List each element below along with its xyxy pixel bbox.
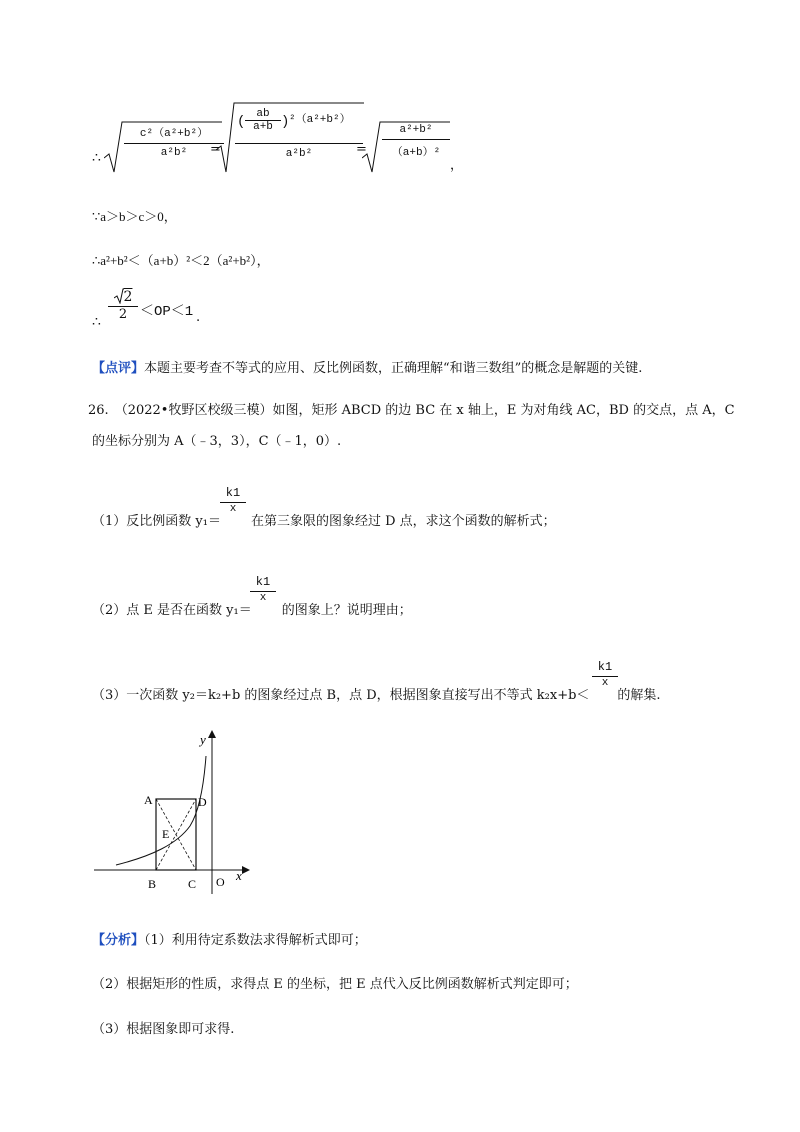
k1-over-x-fraction-1 (220, 486, 246, 515)
question-1 (92, 510, 556, 529)
k1-over-x-fraction-2 (250, 575, 276, 604)
fraction-2-den: x (259, 592, 267, 604)
radical-1-denominator: a²b² (160, 147, 188, 159)
question-3-b: 的解集. (617, 688, 661, 703)
fraction-3-num: k1 (592, 660, 618, 677)
fraction-1-num: k1 (220, 486, 246, 503)
equals-2: = (356, 142, 367, 157)
review-paragraph (92, 357, 642, 376)
op-range-rest: ＜OP＜1 (140, 304, 194, 320)
fraction-1-den: x (229, 503, 237, 515)
condition-line: ∵a＞b＞c＞0， (92, 209, 177, 224)
fraction-2-num: k1 (250, 575, 276, 592)
label-A: A (144, 793, 153, 807)
fraction-3-den: x (601, 677, 609, 689)
y-axis-arrow (208, 730, 216, 738)
label-y: y (200, 732, 206, 747)
sqrt2-numerator: 2 (108, 288, 138, 307)
radical-2-rest: ²（a²+b²） (289, 114, 351, 126)
inequality-line: ∴a²+b²＜（a+b）²＜2（a²+b²）， (92, 253, 270, 268)
problem-stem-line-2: 的坐标分别为 A（﹣3，3），C（﹣1，0）. (92, 434, 342, 449)
inner-fraction-den: a+b (253, 121, 273, 133)
analysis-paragraph-3: （3）根据图象即可求得. (92, 1022, 235, 1037)
k1-over-x-fraction-3 (592, 660, 618, 689)
geometry-figure (92, 728, 272, 898)
inner-fraction-num: ab (245, 108, 281, 121)
label-C: C (188, 877, 197, 891)
question-2-b: 的图象上？说明理由； (281, 603, 412, 618)
problem-stem-line-1 (88, 399, 735, 418)
label-O: O (216, 875, 225, 889)
therefore-symbol-2: ∴ (92, 314, 101, 330)
sqrt2-denominator: 2 (118, 307, 128, 322)
problem-source: （2022•牧野区校级三模） (114, 403, 273, 418)
comma-end: ， (450, 158, 464, 173)
op-range-line (92, 286, 292, 334)
radical-2-denominator: a²b² (285, 148, 313, 160)
analysis-tag: 【分析】 (92, 933, 145, 948)
radical-equation (92, 100, 492, 180)
label-B: B (148, 877, 157, 891)
inner-fraction (245, 108, 281, 133)
analysis-p1: （1）利用待定系数法求得解析式即可； (144, 933, 367, 948)
analysis-paragraph-2: （2）根据矩形的性质，求得点 E 的坐标，把 E 点代入反比例函数解析式判定即可； (92, 977, 578, 992)
hyperbola-curve (116, 756, 206, 865)
question-1-b: 在第三象限的图象经过 D 点，求这个函数的解析式； (250, 514, 556, 529)
radical-3-denominator: （a+b）² (391, 147, 441, 159)
radical-1-numerator: c²（a²+b²） (124, 124, 224, 144)
radical-3-fraction (382, 124, 450, 159)
sqrt-sign (114, 288, 124, 304)
label-E: E (162, 827, 170, 841)
equals-1: = (210, 142, 221, 157)
question-1-a: （1）反比例函数 y₁＝ (92, 514, 221, 529)
radical-2-numerator: ( $\frac{ab}{a+b}$ ) ²（a²+b²） (235, 106, 363, 144)
problem-number: 26. (88, 403, 109, 418)
question-3 (92, 684, 661, 703)
radical-3-numerator: a²+b² (382, 124, 450, 140)
therefore-symbol: ∴ (92, 150, 101, 166)
review-tag: 【点评】 (92, 361, 145, 376)
review-text: 本题主要考查不等式的应用、反比例函数，正确理解“和谐三数组”的概念是解题的关键. (144, 361, 643, 376)
analysis-paragraph-1 (92, 929, 367, 948)
question-2-a: （2）点 E 是否在函数 y₁＝ (92, 603, 252, 618)
problem-stem-1: 如图，矩形 ABCD 的边 BC 在 x 轴上，E 为对角线 AC，BD 的交点，点 A，C (272, 403, 735, 418)
sqrt2-over-2 (108, 288, 138, 322)
radical-1-fraction (124, 124, 224, 159)
radical-2-fraction (235, 106, 363, 160)
question-3-a: （3）一次函数 y₂＝k₂+b 的图象经过点 B，点 D，根据图象直接写出不等式 k₂x+b＜ (92, 688, 590, 703)
label-x: x (236, 868, 242, 883)
period-end: . (196, 310, 201, 325)
label-D: D (198, 795, 207, 809)
x-axis-arrow (242, 866, 250, 874)
